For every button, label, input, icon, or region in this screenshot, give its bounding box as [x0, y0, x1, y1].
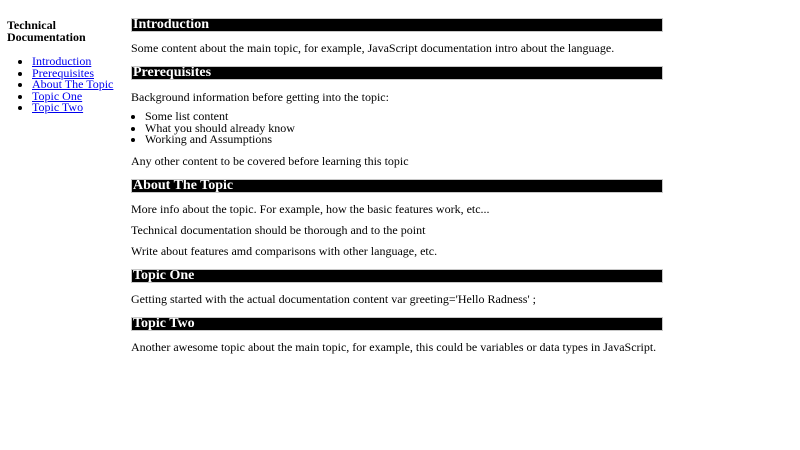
section-heading-prerequisites: Prerequisites: [131, 66, 663, 80]
section-paragraph: Some content about the main topic, for example, JavaScript documentation intro about the language.: [131, 41, 615, 55]
section-paragraph: Background information before getting into the topic:: [131, 90, 389, 104]
section-heading-topic-two: Topic Two: [131, 317, 663, 331]
section-paragraph: More info about the topic. For example, how the basic features work, etc...: [131, 201, 490, 216]
section-introduction: [131, 18, 663, 55]
section-prerequisites: [131, 66, 663, 168]
section-heading-about-the-topic: About The Topic: [131, 179, 663, 193]
list-item: • Some list content: [145, 111, 663, 123]
nav-link-about-the-topic[interactable]: About The Topic: [32, 77, 114, 91]
navbar-title: [7, 19, 122, 43]
navbar: [7, 19, 122, 114]
prerequisites-list: [131, 111, 663, 146]
nav-link-introduction[interactable]: Introduction: [32, 54, 92, 68]
nav-link-topic-one[interactable]: Topic One: [32, 88, 83, 103]
section-paragraph: Another awesome topic about the main topic, for example, this could be variables or data types in JavaScript.: [131, 339, 657, 354]
section-paragraph: Any other content to be covered before learning this topic: [131, 153, 409, 168]
list-item: • Working and Assumptions: [145, 134, 663, 146]
nav-link-list: [7, 56, 122, 114]
main-doc: [131, 18, 663, 361]
section-heading-introduction: Introduction: [131, 18, 663, 32]
section-heading-topic-one: Topic One: [131, 269, 663, 283]
nav-link-prerequisites[interactable]: Prerequisites: [32, 65, 94, 80]
nav-item-topic-two: [32, 102, 122, 114]
navbar-title-text: Technical Documentation: [7, 18, 86, 44]
section-paragraph: Technical documentation should be thorough and to the point: [131, 222, 426, 237]
section-paragraph: Getting started with the actual documentation content var greeting='Hello Radness' ;: [131, 291, 536, 306]
section-about-the-topic: [131, 179, 663, 258]
section-topic-one: [131, 269, 663, 306]
section-topic-two: [131, 317, 663, 354]
nav-link-topic-two[interactable]: Topic Two: [32, 100, 84, 114]
section-paragraph: Write about features amd comparisons with other language, etc.: [131, 243, 438, 258]
list-item: • What you should already know: [145, 123, 663, 135]
